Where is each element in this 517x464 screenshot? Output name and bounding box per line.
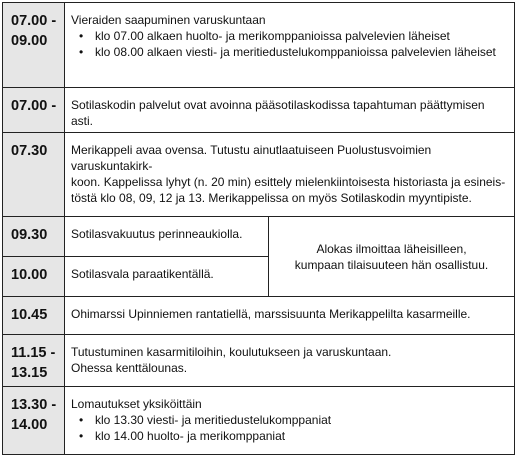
time-start: 09.30 — [11, 227, 48, 243]
time-start: 07.30 — [11, 143, 48, 159]
list-item: • klo 08.00 alkaen viesti- ja meritiedustelukomppanioissa palvelevien läheiset — [71, 44, 508, 60]
list-item: • klo 13.30 viesti- ja meritiedustelukomppaniat — [71, 412, 508, 428]
note-line: kumpaan tilaisuuteen hän osallistuu. — [294, 257, 489, 272]
event-text: Sotilaskodin palvelut ovat avoinna pääsotilaskodissa tapahtuman päättymisen asti. — [71, 98, 485, 128]
time-start: 10.00 — [11, 267, 48, 283]
event-text: Sotilasvala paraatikentällä. — [71, 267, 214, 281]
time-cell — [3, 257, 65, 297]
time-start: 07.00 - — [11, 13, 57, 29]
note-cell — [269, 217, 515, 297]
time-cell — [3, 3, 65, 88]
time-cell — [3, 217, 65, 257]
event-cell — [65, 335, 515, 387]
event-cell — [65, 257, 269, 297]
table-row — [3, 217, 515, 257]
time-cell — [3, 133, 65, 217]
event-line: Ohessa kenttälounas. — [71, 361, 188, 375]
bullet-list — [71, 412, 508, 444]
event-cell — [65, 387, 515, 455]
event-line: Merikappeli avaa ovensa. Tutustu ainutlaatuiseen Puolustusvoimien varuskuntakirk- — [71, 143, 432, 173]
event-line: Tutustuminen kasarmitiloihin, koulutukseen ja varuskuntaan. — [71, 345, 392, 359]
note-line: Alokas ilmoittaa läheisilleen, — [316, 241, 467, 256]
event-text: Vieraiden saapuminen varuskuntaan — [71, 13, 266, 27]
time-end: 14.00 — [11, 417, 48, 433]
event-text: Sotilasvakuutus perinneaukiolla. — [71, 227, 243, 241]
event-line: koon. Kappelissa lyhyt (n. 20 min) esittely mielenkiintoisesta historiasta ja esineis- — [71, 175, 506, 189]
event-cell — [65, 88, 515, 133]
table-row — [3, 3, 515, 88]
time-cell — [3, 297, 65, 335]
event-cell — [65, 217, 269, 257]
event-cell — [65, 3, 515, 88]
event-cell — [65, 133, 515, 217]
list-item: • klo 07.00 alkaen huolto- ja merikomppanioissa palvelevien läheiset — [71, 28, 508, 44]
table-row — [3, 387, 515, 455]
bullet-list — [71, 28, 508, 60]
table-row — [3, 88, 515, 133]
time-start: 07.00 - — [11, 98, 57, 114]
table-row — [3, 297, 515, 335]
event-text: Ohimarssi Upinniemen rantatiellä, marssisuunta Merikappelilta kasarmeille. — [71, 307, 471, 321]
time-end: 13.15 — [11, 365, 48, 381]
time-end: 09.00 — [11, 33, 48, 49]
table-row — [3, 133, 515, 217]
time-cell — [3, 88, 65, 133]
event-text: Lomautukset yksiköittäin — [71, 397, 202, 411]
time-cell — [3, 335, 65, 387]
event-cell — [65, 297, 515, 335]
time-start: 13.30 - — [11, 397, 57, 413]
schedule-table — [2, 2, 515, 455]
event-line: töstä klo 08, 09, 12 ja 13. Merikappelissa on myös Sotilaskodin myyntipiste. — [71, 191, 472, 205]
list-item: • klo 14.00 huolto- ja merikomppaniat — [71, 428, 508, 444]
time-start: 11.15 - — [11, 345, 56, 361]
time-start: 10.45 — [11, 307, 48, 323]
time-cell — [3, 387, 65, 455]
table-row — [3, 335, 515, 387]
